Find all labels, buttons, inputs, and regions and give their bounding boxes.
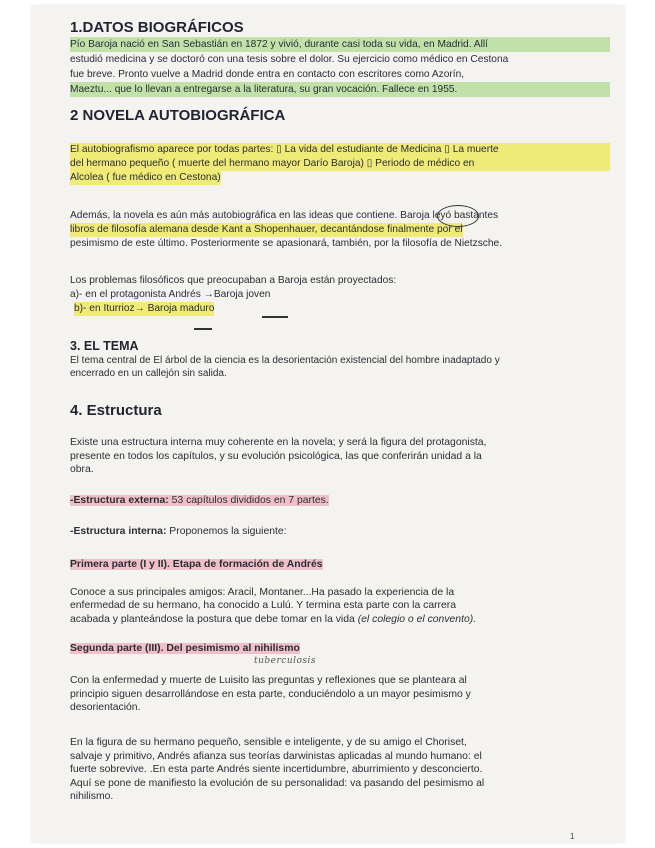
section-el-tema xyxy=(70,339,610,380)
text-line: a)- en el protagonista Andrés →Baroja joven xyxy=(70,289,271,300)
text-line: Los problemas filosóficos que preocupaban a Baroja están proyectados: xyxy=(70,275,397,286)
estructura-externa xyxy=(70,494,610,508)
pen-dash xyxy=(262,316,288,318)
externa-text: 53 capítulos divididos en 7 partes. xyxy=(168,495,329,506)
biography-paragraph xyxy=(70,37,610,97)
text-line: estudió medicina y se doctoró con una tesis sobre el dolor. Su ejercicio como médico en Cestona xyxy=(70,54,509,65)
section-novela-autobiografica xyxy=(70,107,610,124)
section-title-1: 1.DATOS BIOGRÁFICOS xyxy=(70,19,244,36)
section-title-2: 2 NOVELA AUTOBIOGRÁFICA xyxy=(70,107,286,124)
primera-parte-title: Primera parte (I y II). Etapa de formación de Andrés xyxy=(70,559,323,570)
text-line: Además, la novela es aún más autobiográfica en las ideas que contiene. Baroja leyó bastantes xyxy=(70,210,499,221)
interna-text: Proponemos la siguiente: xyxy=(166,526,287,537)
italic-text: (el colegio o el convento). xyxy=(357,613,477,625)
tercera-parrafo xyxy=(70,736,610,804)
text-line: enfermedad de su hermano, ha conocido a Lulú. Y termina esta parte con la carrera xyxy=(70,600,457,611)
text-line: acabada y planteándose la postura que debe tomar en la vida xyxy=(70,613,358,625)
text-line: encerrado en un callejón sin salida. xyxy=(70,368,227,379)
section-title-4: 4. Estructura xyxy=(70,402,162,419)
section-title-3: 3. EL TEMA xyxy=(70,339,139,353)
text-line: obra. xyxy=(70,464,94,475)
estructura-interna xyxy=(70,525,610,539)
text-line: fuerte sobrevive. .En esta parte Andrés siente incertidumbre, aburrimiento y desconcierto. xyxy=(70,764,483,775)
primera-parte xyxy=(70,558,610,626)
text-line: presente en todos los capítulos, y su evolución psicológica, las que conferirán unidad a la xyxy=(70,450,482,462)
text-line: pesimismo de este último. Posteriormente se apasionará, también, por la filosofía de Nietzsche. xyxy=(70,238,503,249)
problemas-paragraph xyxy=(70,274,610,316)
text-line: libros de filosofía alemana desde Kant a Shopenhauer, decantándose finalmente por el xyxy=(70,224,463,235)
text-line: Conoce a sus principales amigos: Aracil, Montaner...Ha pasado la experiencia de la xyxy=(70,586,455,598)
text-line: principio siguen desarrollándose en esta parte, conduciéndolo a un mayor pesimismo y xyxy=(70,688,471,700)
handwritten-note: tuberculosis xyxy=(254,656,317,666)
text-line: El tema central de El árbol de la ciencia es la desorientación existencial del hombre inadaptado y xyxy=(70,355,500,366)
text-line: Maeztu... que lo llevan a entregarse a la literatura, su gran vocación. Fallece en 1955. xyxy=(70,82,610,97)
document-page xyxy=(32,6,624,842)
segunda-parte-text xyxy=(70,674,610,715)
text-line: Con la enfermedad y muerte de Luisito las preguntas y reflexiones que se planteara al xyxy=(70,675,467,686)
circle-mark xyxy=(437,205,479,227)
ideas-paragraph xyxy=(70,209,610,251)
estructura-intro xyxy=(70,436,610,477)
segunda-parte xyxy=(70,642,610,656)
section-datos-biograficos xyxy=(70,19,610,97)
pen-dash xyxy=(194,328,212,330)
text-line: b)- en Iturrioz→ Baroja maduro xyxy=(74,303,215,314)
text-line: desorientación. xyxy=(70,702,141,713)
autobiografismo-paragraph xyxy=(70,143,610,185)
segunda-parte-title: Segunda parte (III). Del pesimismo al nihilismo xyxy=(70,643,300,654)
label-interna: -Estructura interna: xyxy=(70,526,167,537)
text-line: del hermano pequeño ( muerte del hermano mayor Darío Baroja) ▯ Periodo de médico en xyxy=(70,157,610,171)
text-line: Aquí se pone de manifiesto la evolución de su personalidad: va pasando del pesimismo al xyxy=(70,777,485,789)
label-externa: -Estructura externa: xyxy=(70,495,169,506)
text-line: Alcolea ( fue médico en Cestona) xyxy=(70,172,221,183)
text-line: Existe una estructura interna muy coherente en la novela; y será la figura del protagonista, xyxy=(70,437,487,448)
text-line: En la figura de su hermano pequeño, sensible e inteligente, y de su amigo el Choriset, xyxy=(70,737,467,748)
section-estructura xyxy=(70,402,610,419)
page-number: 1 xyxy=(570,832,575,841)
text-line: Pío Baroja nació en San Sebastián en 1872 y vivió, durante casi toda su vida, en Madrid. Allí xyxy=(70,37,610,52)
text-line: salvaje y primitivo, Andrés afianza sus teorías darwinistas aplicadas al mundo humano: el xyxy=(70,750,482,762)
text-line: nihilismo. xyxy=(70,791,114,802)
text-line: fue breve. Pronto vuelve a Madrid donde entra en contacto con escritores como Azorín, xyxy=(70,69,465,80)
text-line: El autobiografismo aparece por todas partes: ▯ La vida del estudiante de Medicina ▯ La muerte xyxy=(70,143,610,157)
